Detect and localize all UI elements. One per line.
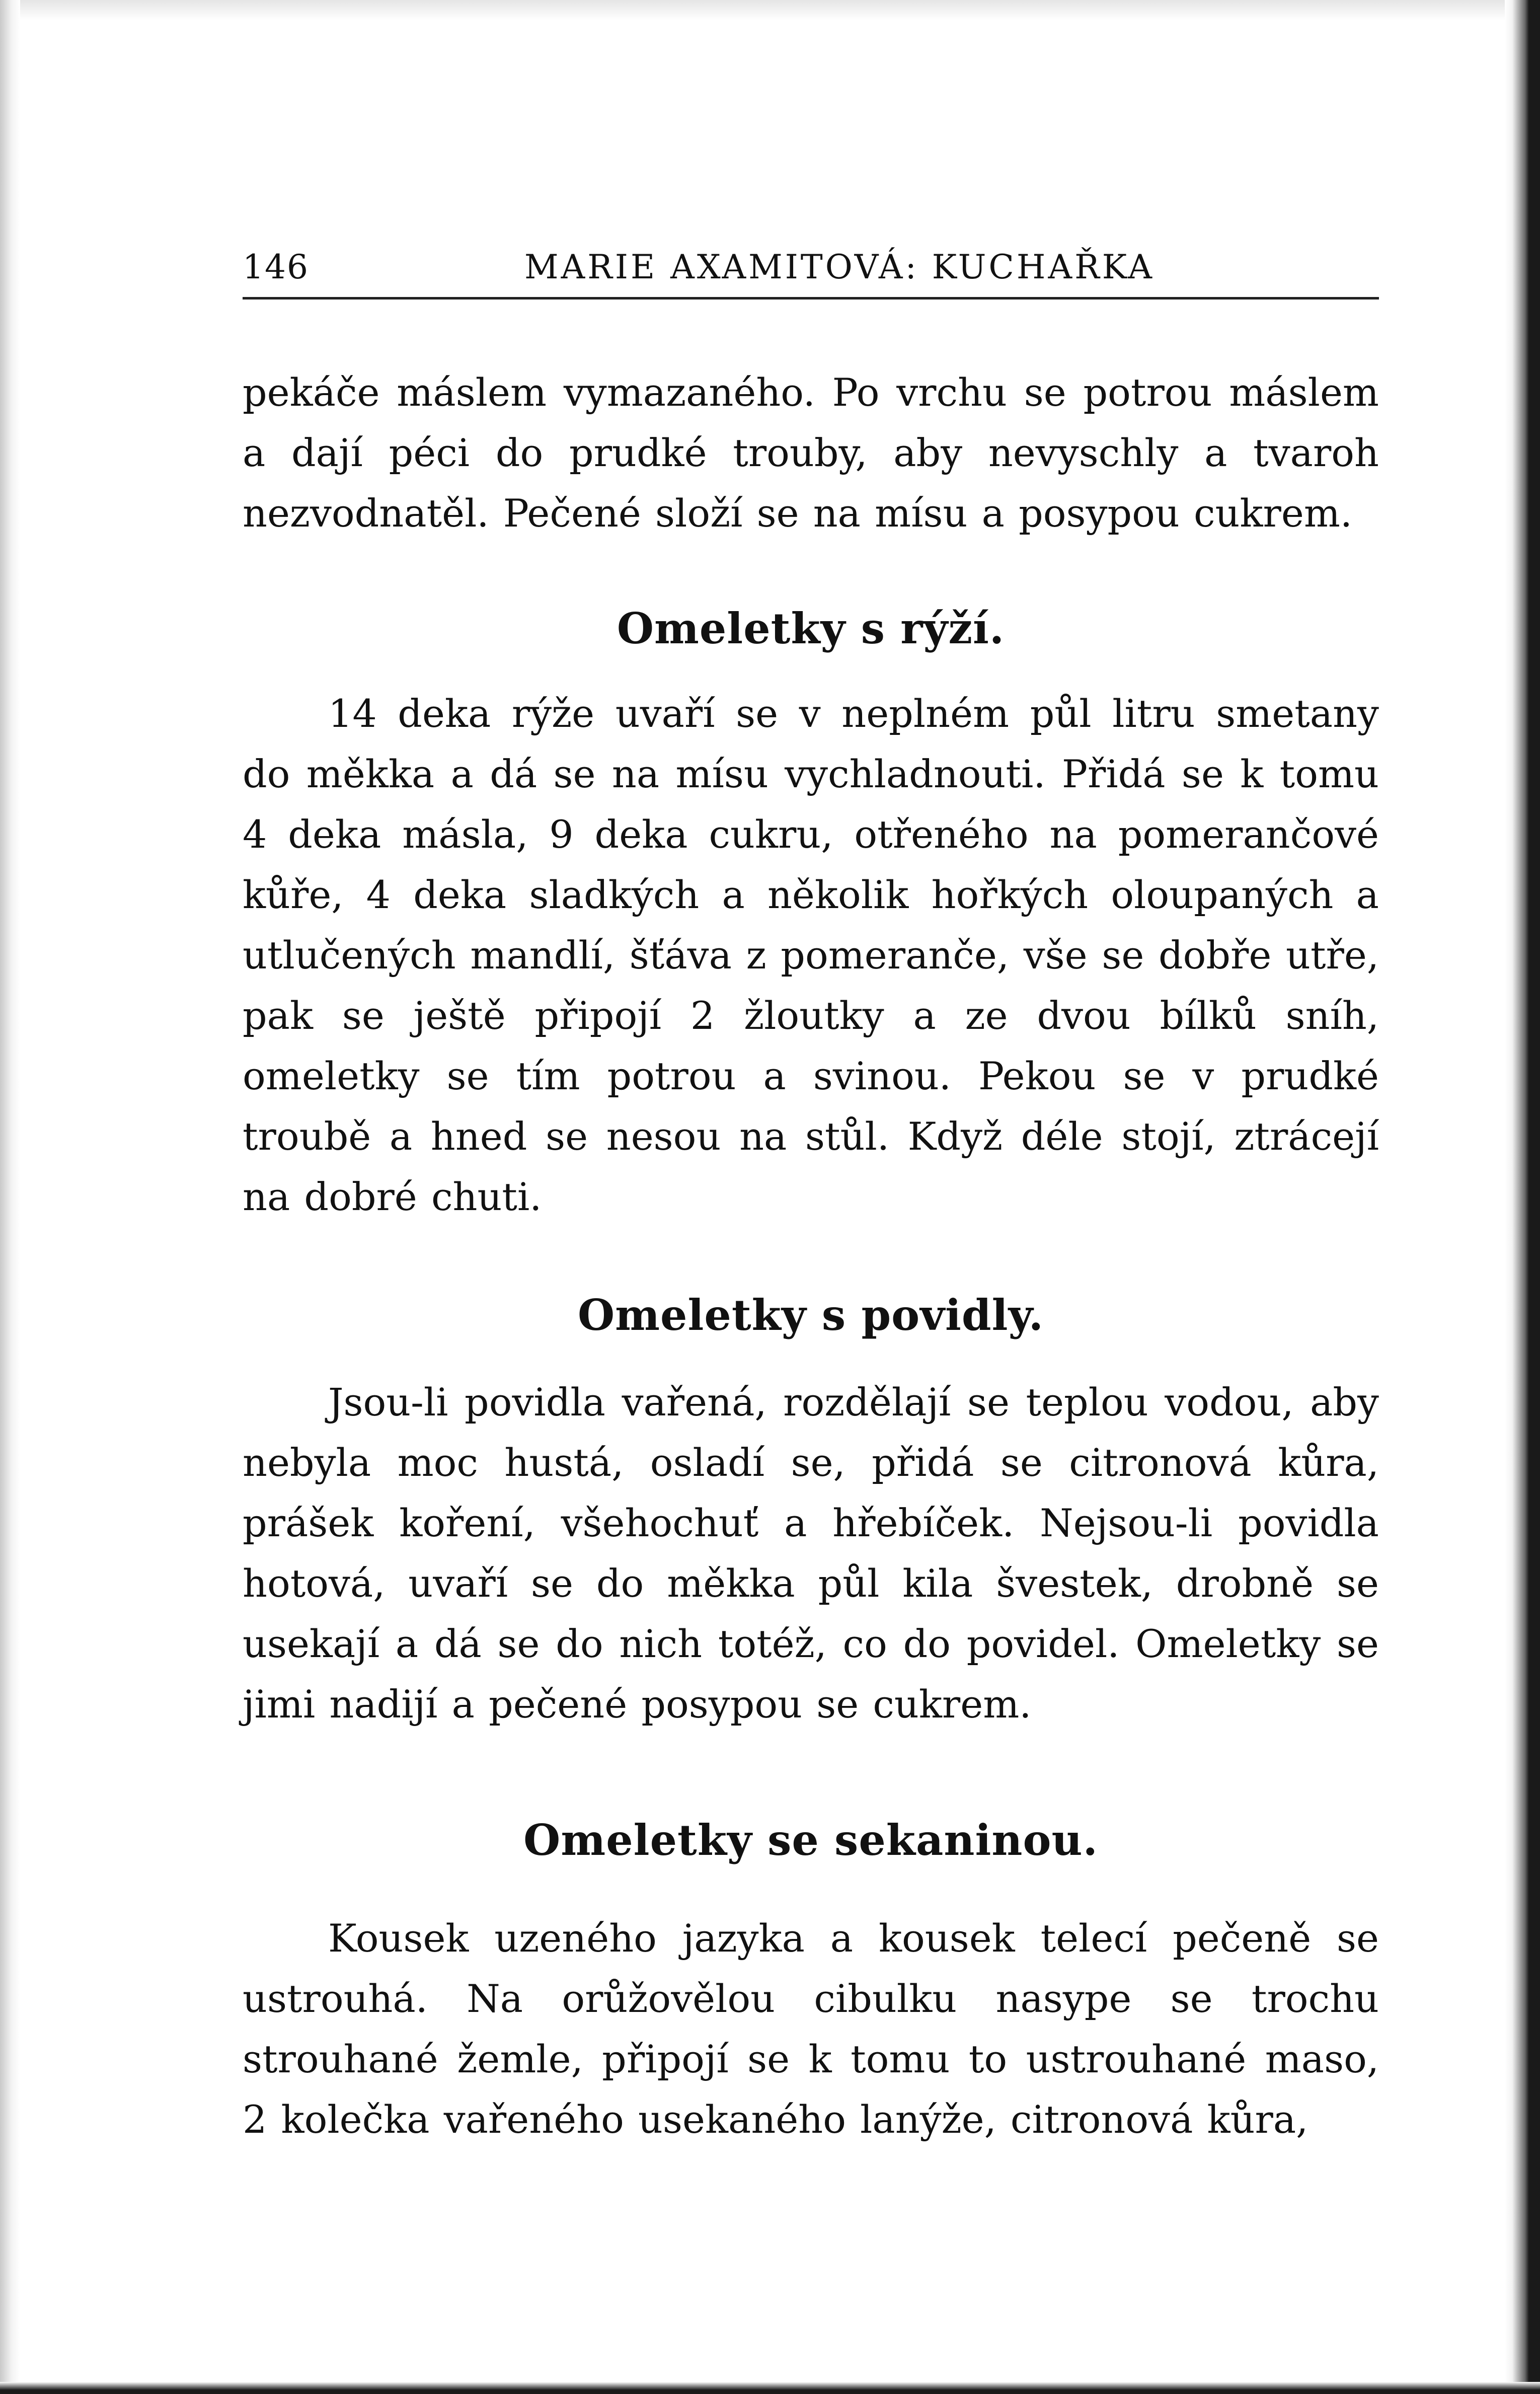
scan-edge-bottom (0, 2382, 1540, 2394)
recipe-title-povidla: Omeletky s povidly. (578, 1290, 1044, 1340)
recipe-title-sekanina: Omeletky se sekaninou. (523, 1815, 1098, 1865)
page-header (243, 242, 1379, 300)
scan-edge-right (1505, 0, 1540, 2394)
running-head: MARIE AXAMITOVÁ: KUCHAŘKA (524, 248, 1155, 286)
page-body (243, 362, 1379, 2150)
recipe-title-ryze: Omeletky s rýží. (617, 604, 1005, 653)
page-number: 146 (243, 248, 309, 286)
scan-edge-left (0, 0, 20, 2394)
recipe-text-ryze: 14 deka rýže uvaří se v neplném půl litru smetany do měkka a dá se na mísu vychladnouti. Přidá se k tomu 4 deka másla, 9 deka cukru, otřeného na pomerančové kůře, 4 deka sladkých a několik hořkých oloupaných a utlučených mandlí, šťáva z pomeranče, vše se dobře utře, pak se ještě připojí 2 žloutky a ze dvou bílků sníh, omeletky se tím potrou a svinou. Pekou se v prudké troubě a hned se nesou na stůl. Když déle stojí, ztrácejí na dobré chuti. (243, 691, 1379, 1219)
scan-edge-top (0, 0, 1540, 20)
intro-paragraph: pekáče máslem vymazaného. Po vrchu se potrou máslem a dají péci do prudké trouby, aby nevyschly a tvaroh nezvodnatěl. Pečené složí se na mísu a posypou cukrem. (243, 370, 1379, 536)
recipe-text-sekanina: Kousek uzeného jazyka a kousek telecí pečeně se ustrouhá. Na orůžovělou cibulku nasype se trochu strouhané žemle, připojí se k tomu to ustrouhané maso, 2 kolečka vařeného usekaného lanýže, citronová kůra, (243, 1916, 1379, 2142)
recipe-text-povidla: Jsou-li povidla vařená, rozdělají se teplou vodou, aby nebyla moc hustá, osladí se, přidá se citronová kůra, prášek koření, všehochuť a hřebíček. Nejsou-li povidla hotová, uvaří se do měkka půl kila švestek, drobně se usekají a dá se do nich totéž, co do povidel. Omeletky se jimi nadijí a pečené posypou se cukrem. (243, 1380, 1379, 1727)
